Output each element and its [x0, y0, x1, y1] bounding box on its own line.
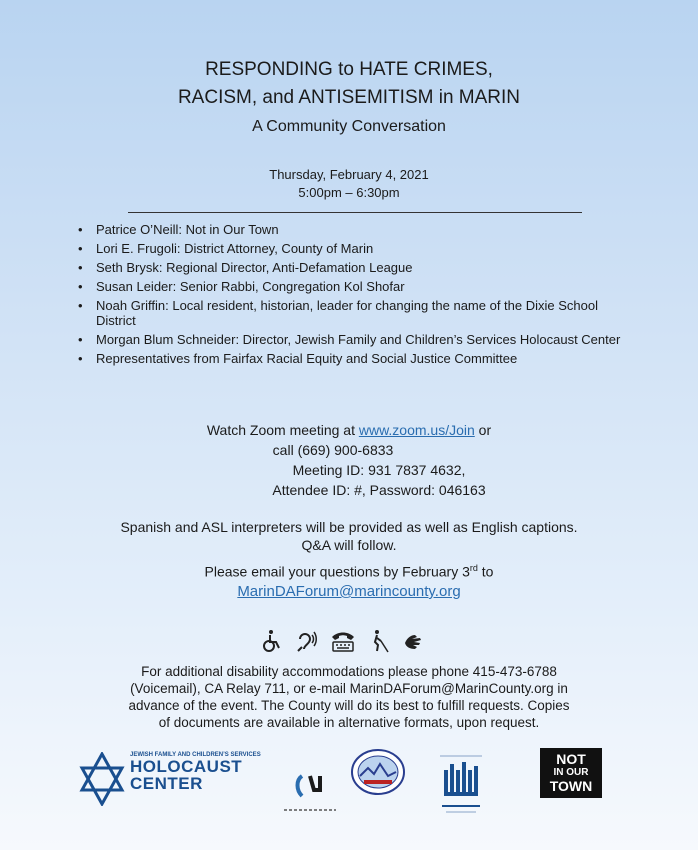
zoom-phone: call (669) 900-6833 [272, 442, 394, 458]
rodef-sholom-logo [436, 752, 486, 818]
zoom-link[interactable]: www.zoom.us/Join [358, 422, 475, 438]
holocaust-center-line1: HOLOCAUST [130, 757, 243, 776]
speaker-item: • Lori E. Frugoli: District Attorney, County of Marin [78, 241, 638, 256]
zoom-meeting-id: Meeting ID: 931 7837 4632, [292, 462, 466, 478]
interpreters-note: Spanish and ASL interpreters will be provided as well as English captions. [120, 519, 578, 535]
niot-line1: NOT [556, 751, 586, 767]
niot-line3: TOWN [549, 778, 593, 794]
title-line-2: RACISM, and ANTISEMITISM in MARIN [177, 87, 521, 108]
speaker-item: • Morgan Blum Schneider: Director, Jewish Family and Children’s Services Holocaust Center [78, 332, 638, 347]
email-link[interactable]: MarinDAForum@marincounty.org [237, 583, 461, 600]
holocaust-center-line2: CENTER [130, 774, 203, 793]
zoom-watch-line [0, 420, 698, 440]
accommodations-line-4: of documents are available in alternative formats, upon request. [158, 715, 540, 730]
divider [128, 212, 582, 213]
email-link-wrap [0, 583, 698, 601]
zoom-attendee: Attendee ID: #, Password: 046163 [272, 482, 486, 498]
email-prompt-prefix: Please email your questions by February 3 [204, 563, 470, 580]
accessibility-icons [258, 626, 438, 656]
speaker-item: • Representatives from Fairfax Racial Equity and Social Justice Committee [78, 351, 638, 366]
speaker-item: • Seth Brysk: Regional Director, Anti-Defamation League [78, 260, 638, 275]
qa-note: Q&A will follow. [301, 537, 397, 553]
holocaust-center-logo [130, 752, 261, 792]
wheelchair-icon [258, 628, 284, 654]
event-time: 5:00pm – 6:30pm [298, 185, 400, 200]
hearing-assist-icon [294, 628, 320, 654]
title-line-1: RESPONDING to HATE CRIMES, [205, 59, 493, 80]
county-seal-logo [350, 748, 406, 796]
email-prompt [0, 558, 698, 582]
niot-line2: IN OUR [553, 767, 589, 778]
blind-cane-icon [366, 628, 392, 654]
accommodations-line-2: (Voicemail), CA Relay 711, or e-mail MarinDAForum@MarinCounty.org in [130, 681, 568, 696]
event-date: Thursday, February 4, 2021 [269, 167, 429, 182]
kol-shofar-logo [280, 772, 340, 816]
holocaust-center-org: JEWISH FAMILY AND CHILDREN’S SERVICES [130, 752, 261, 758]
zoom-watch-suffix: or [474, 422, 492, 438]
speaker-list [78, 222, 638, 370]
tty-phone-icon [330, 628, 356, 654]
not-in-our-town-logo [540, 748, 602, 798]
accommodations-line-1: For additional disability accommodations please phone 415-473-6788 [141, 664, 557, 679]
email-prompt-sup: rd [469, 563, 478, 573]
email-prompt-suffix: to [477, 563, 494, 580]
holocaust-center-star-logo [78, 752, 126, 806]
accommodations-line-3: advance of the event. The County will do its best to fulfill requests. Copies [128, 698, 570, 713]
zoom-watch-prefix: Watch Zoom meeting at [206, 422, 359, 438]
sign-language-icon [402, 628, 428, 654]
subtitle: A Community Conversation [252, 118, 446, 135]
speaker-item: • Noah Griffin: Local resident, historian, leader for changing the name of the Dixie School District [78, 298, 638, 328]
speaker-item: • Susan Leider: Senior Rabbi, Congregation Kol Shofar [78, 279, 638, 294]
speaker-item: • Patrice O’Neill: Not in Our Town [78, 222, 638, 237]
